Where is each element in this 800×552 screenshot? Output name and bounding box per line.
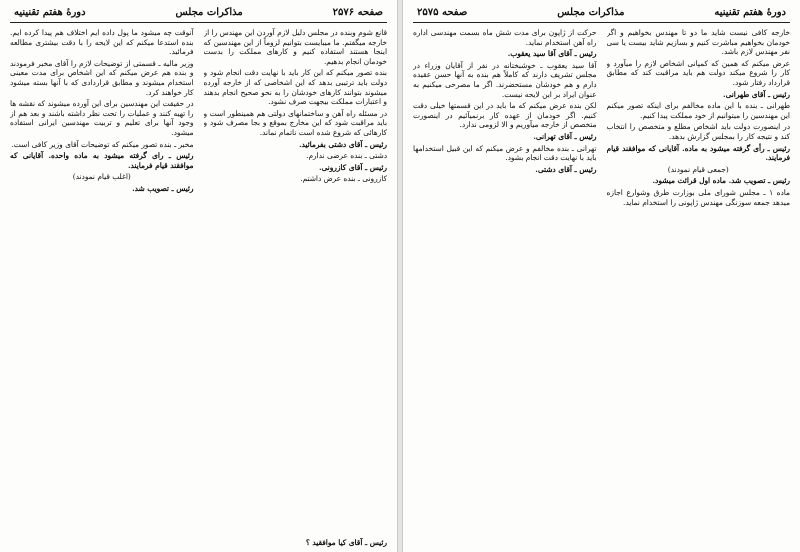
speaker-line: رئیس ـ آقای دشتی. <box>535 164 597 174</box>
paragraph: وزیر مالیه ـ قسمتی از توضیحات لازم را آقای مخبر فرمودند و بنده هم عرض میکنم که این اشخاص برای مدت معینی استخدام میشوند و مطابق قراردادی که با آنها بسته میشود کار خواهند کرد. <box>10 58 194 97</box>
speaker-line: رئیس ـ آقای دشتی بفرمائید. <box>298 139 387 149</box>
left-page-session: دورهٔ هفتم تقنینیه <box>14 7 86 18</box>
left-page-bottom-line: رئیس ـ آقای کیا موافقید ؟ <box>305 538 387 547</box>
paragraph: قانع شوم وبنده در مجلس دلیل لازم آوردن این مهندس را از خارجه میگفتم. ما میبایست بتوانیم لزوماً از این مهندسین که اینجا هستند استفاده کنیم و کارهای مملکت را بدست خودمان انجام بدهیم. <box>203 28 387 66</box>
paragraph: طهرانی ـ بنده با این ماده مخالفم برای اینکه تصور میکنم این مهندسین را میتوانیم از خود مملکت پیدا کنیم. <box>606 101 790 120</box>
speaker-line: رئیس ـ آقای آقا سید یعقوب. <box>507 49 597 59</box>
paragraph: تهرانی ـ بنده مخالفم و عرض میکنم که این قبیل استخدامها باید با نهایت دقت انجام بشود. <box>413 143 597 163</box>
paragraph: آنوقت چه میشود ما پول داده ایم اختلاف هم پیدا کرده ایم. بنده استدعا میکنم که این لایحه را با دقت بیشتری مطالعه فرمائید. <box>10 28 194 57</box>
paragraph: در اینصورت دولت باید اشخاص مطلع و متخصص را انتخاب کند و نتیجه کار را بمجلس گزارش بدهد. <box>606 122 790 141</box>
paragraph: در حقیقت این مهندسین برای این آورده میشوند که نقشه ها را تهیه کنند و عملیات را تحت نظر داشته باشند و بعد هم از وجود آنها برای تعلیم و تربیت مهندسین ایرانی استفاده میشود. <box>10 99 194 137</box>
left-page-number: صفحه ۲۵۷۶ <box>332 7 383 18</box>
left-page <box>0 0 398 552</box>
paragraph: ماده ۱ ـ مجلس شورای ملی بوزارت طرق وشوارع اجازه میدهد جمعه سوزنگی مهندس ژاپونی را استخدام نماید. <box>606 187 790 207</box>
right-page-column-right <box>607 28 791 538</box>
left-page-title: مذاکرات مجلس <box>175 7 243 18</box>
paragraph: کازرونی ـ بنده عرض داشتم. <box>300 174 387 184</box>
right-page-number: صفحه ۲۵۷۵ <box>417 7 468 18</box>
speaker-line: رئیس ـ آقای کازرونی. <box>318 162 387 172</box>
speaker-line: رئیس ـ آقای طهرانی. <box>723 89 790 99</box>
paragraph: (جمعی قیام نمودند) <box>667 164 729 174</box>
speaker-line: رئیس ـ رای گرفته میشود به ماده واحده. آقایانی که موافقند قیام فرمایند. <box>10 151 194 170</box>
right-page-body <box>413 28 790 538</box>
paragraph: در مسئله راه آهن و ساختمانهای دولتی هم همینطور است و باید مراقبت شود که این مخارج بموقع و بجا مصرف شود و کارهائی که شروع شده است ناتمام نماند. <box>203 108 387 137</box>
right-page-session: دورهٔ هفتم تقنینیه <box>714 7 786 18</box>
right-page-title: مذاکرات مجلس <box>557 7 625 18</box>
speaker-line: رئیس ـ تصویب شد. ماده اول قرائت میشود. <box>652 176 790 186</box>
right-page-column-left <box>413 28 597 538</box>
paragraph: عرض میکنم که همین که کمپانی اشخاص لازم را میآورد و کار را شروع میکند دولت هم باید مراقبت کند که مطابق قرارداد رفتار شود. <box>606 58 790 87</box>
right-page <box>402 0 800 552</box>
paragraph: (اغلب قیام نمودند) <box>72 172 131 182</box>
left-page-body <box>10 28 387 538</box>
paragraph: لکن بنده عرض میکنم که ما باید در این قسمتها خیلی دقت کنیم. اگر خودمان از عهده کار برنمیآئیم در اینصورت متخصص از خارجه میآوریم و الا لزومی ندارد. <box>413 101 597 130</box>
left-page-column-right <box>204 28 388 538</box>
speaker-line: رئیس ـ آقای تهرانی. <box>533 131 597 141</box>
speaker-line: رئیس ـ تصویب شد. <box>132 183 194 193</box>
left-page-column-left <box>10 28 194 538</box>
paragraph: حرکت از ژاپون برای مدت شش ماه بسمت مهندسی اداره راه آهن استخدام نماید. <box>413 28 597 47</box>
paragraph: مخبر ـ بنده تصور میکنم که توضیحات آقای وزیر کافی است. <box>11 139 194 149</box>
paragraph: آقا سید یعقوب ـ خوشبختانه در نفر از آقایان وزراء در مجلس تشریف دارند که کاملاً هم بنده به آنها حسن عقیده دارم و هم خودشان مستحضرند. اگر ما مصرحی میکنیم به عنوان ایراد بر این لایحه نیست. <box>413 60 597 99</box>
right-page-header <box>413 6 790 23</box>
speaker-line: رئیس ـ رأی گرفته میشود به ماده. آقایانی که موافقند قیام فرمایند. <box>606 143 790 163</box>
paragraph: خارجه کافی نیست شاید ما دو تا مهندس بخواهیم و اگر خودمان بخواهیم مباشرت کنیم و بسازیم شاید بیست یا سی نفر مهندس لازم باشد. <box>606 28 790 57</box>
left-page-header <box>10 6 387 23</box>
paragraph: بنده تصور میکنم که این کار باید با نهایت دقت انجام شود و دولت باید ترتیبی بدهد که این اشخاصی که از خارجه آورده میشوند بتوانند کارهای خودشان را به نحو صحیح انجام بدهند و اعتبارات مملکت بیجهت صرف نشود. <box>203 68 387 107</box>
paragraph: دشتی ـ بنده عرضی ندارم. <box>306 151 387 161</box>
